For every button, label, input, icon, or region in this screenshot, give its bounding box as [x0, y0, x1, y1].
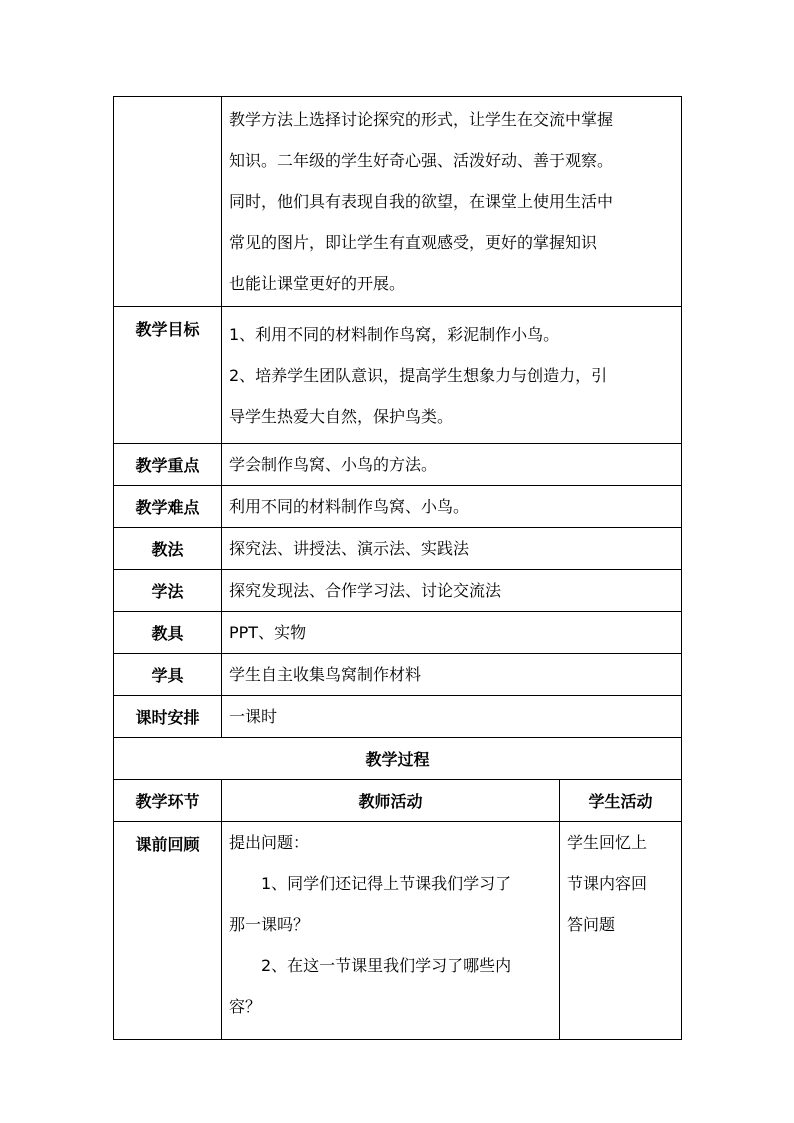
- intro-text-cell: [222, 97, 682, 307]
- row-value: 一课时: [222, 696, 682, 738]
- header-stage: 教学环节: [114, 780, 222, 822]
- row-value: 学会制作鸟窝、小鸟的方法。: [222, 444, 682, 486]
- intro-line: 常见的图片，即让学生有直观感受，更好的掌握知识: [229, 233, 598, 252]
- teacher-line: 2、在这一节课里我们学习了哪些内: [261, 956, 512, 975]
- intro-label-cell: [114, 97, 222, 307]
- teacher-activity: [222, 822, 560, 1040]
- row-value: 利用不同的材料制作鸟窝、小鸟。: [222, 486, 682, 528]
- intro-line: 知识。二年级的学生好奇心强、活泼好动、善于观察。: [229, 151, 614, 170]
- goals-row: [114, 307, 682, 444]
- process-row-review: [114, 822, 682, 1040]
- goal-item: 导学生热爱大自然，保护鸟类。: [229, 406, 454, 426]
- stage-label: 课前回顾: [114, 822, 222, 1040]
- student-line: 节课内容回: [567, 874, 648, 893]
- goals-label: 教学目标: [114, 307, 222, 444]
- row-value: 探究发现法、合作学习法、讨论交流法: [222, 570, 682, 612]
- lesson-plan-table: [113, 96, 682, 1040]
- header-student: 学生活动: [560, 780, 682, 822]
- table-row: [114, 444, 682, 486]
- intro-line: 也能让课堂更好的开展。: [229, 274, 406, 293]
- row-label: 学法: [114, 570, 222, 612]
- table-row: [114, 486, 682, 528]
- goal-item: 1、利用不同的材料制作鸟窝，彩泥制作小鸟。: [229, 324, 560, 344]
- row-label: 教学重点: [114, 444, 222, 486]
- process-title: 教学过程: [114, 738, 682, 780]
- goals-text-cell: [222, 307, 682, 444]
- teacher-line: 容？: [229, 997, 262, 1016]
- student-line: 学生回忆上: [567, 833, 648, 852]
- row-label: 课时安排: [114, 696, 222, 738]
- process-title-row: [114, 738, 682, 780]
- table-row: [114, 696, 682, 738]
- teacher-line: 1、同学们还记得上节课我们学习了: [261, 874, 512, 893]
- table-row: [114, 528, 682, 570]
- row-value: 探究法、讲授法、演示法、实践法: [222, 528, 682, 570]
- row-value: PPT、实物: [222, 612, 682, 654]
- row-label: 教具: [114, 612, 222, 654]
- table-row: [114, 570, 682, 612]
- row-value: 学生自主收集鸟窝制作材料: [222, 654, 682, 696]
- row-label: 学具: [114, 654, 222, 696]
- goal-item: 2、培养学生团队意识，提高学生想象力与创造力，引: [229, 365, 608, 385]
- row-label: 教法: [114, 528, 222, 570]
- teacher-line: 提出问题：: [229, 833, 310, 852]
- student-line: 答问题: [567, 915, 616, 934]
- header-teacher: 教师活动: [222, 780, 560, 822]
- table-row: [114, 654, 682, 696]
- teacher-line: 那一课吗？: [229, 915, 310, 934]
- row-label: 教学难点: [114, 486, 222, 528]
- process-header-row: [114, 780, 682, 822]
- intro-row: [114, 97, 682, 307]
- intro-line: 教学方法上选择讨论探究的形式，让学生在交流中掌握: [229, 110, 614, 129]
- student-activity: [560, 822, 682, 1040]
- intro-line: 同时，他们具有表现自我的欲望，在课堂上使用生活中: [229, 192, 614, 211]
- table-row: [114, 612, 682, 654]
